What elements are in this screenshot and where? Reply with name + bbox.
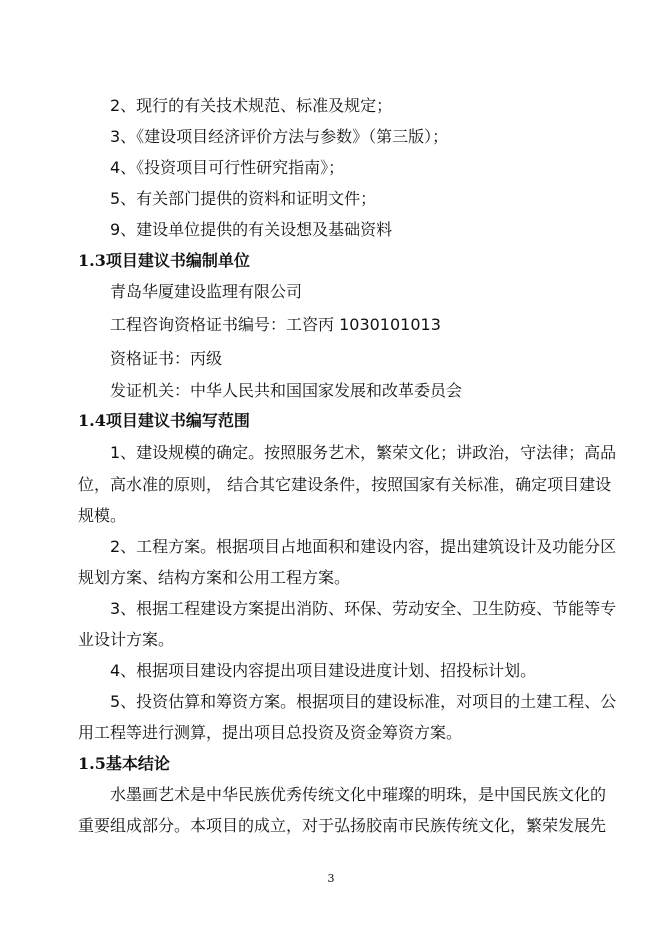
scope-item-line: 业设计方案。 bbox=[78, 630, 175, 649]
reference-item: 5、有关部门提供的资料和证明文件； bbox=[110, 189, 377, 208]
reference-item: 3、《建设项目经济评价方法与参数》（第三版）； bbox=[110, 127, 449, 146]
reference-item: 9、建设单位提供的有关设想及基础资料 bbox=[110, 220, 393, 239]
scope-item-line: 4、根据项目建设内容提出项目建设进度计划、招投标计划。 bbox=[110, 661, 537, 680]
page-number: 3 bbox=[327, 872, 335, 885]
section-heading: 1.4项目建议书编写范围 bbox=[78, 411, 250, 430]
scope-item-line: 规模。 bbox=[78, 506, 127, 525]
scope-item-line: 1、建设规模的确定。按照服务艺术，繁荣文化；讲政治，守法律；高品 bbox=[110, 443, 617, 462]
scope-item-line: 用工程等进行测算，提出项目总投资及资金筹资方案。 bbox=[78, 723, 463, 742]
compiler-name: 青岛华厦建设监理有限公司 bbox=[110, 282, 303, 301]
certificate-grade: 资格证书：丙级 bbox=[110, 349, 223, 368]
certificate-number: 工程咨询资格证书编号：工咨丙 1030101013 bbox=[110, 315, 441, 334]
issuing-authority: 发证机关：中华人民共和国国家发展和改革委员会 bbox=[110, 381, 463, 400]
scope-item-line: 3、根据工程建设方案提出消防、环保、劳动安全、卫生防疫、节能等专 bbox=[110, 599, 617, 618]
scope-item-line: 5、投资估算和筹资方案。根据项目的建设标准，对项目的土建工程、公 bbox=[110, 692, 617, 711]
scope-item-line: 位，高水准的原则， 结合其它建设条件，按照国家有关标准，确定项目建设 bbox=[78, 475, 612, 494]
section-heading: 1.3项目建议书编制单位 bbox=[78, 251, 250, 270]
scope-item-line: 2、工程方案。根据项目占地面积和建设内容，提出建筑设计及功能分区 bbox=[110, 537, 617, 556]
reference-item: 2、现行的有关技术规范、标准及规定； bbox=[110, 96, 393, 115]
conclusion-line: 重要组成部分。本项目的成立，对于弘扬胶南市民族传统文化，繁荣发展先 bbox=[78, 816, 607, 835]
reference-item: 4、《投资项目可行性研究指南》； bbox=[110, 158, 345, 177]
section-heading: 1.5基本结论 bbox=[78, 754, 170, 773]
conclusion-line: 水墨画艺术是中华民族优秀传统文化中璀璨的明珠，是中国民族文化的 bbox=[110, 785, 607, 804]
scope-item-line: 规划方案、结构方案和公用工程方案。 bbox=[78, 568, 351, 587]
